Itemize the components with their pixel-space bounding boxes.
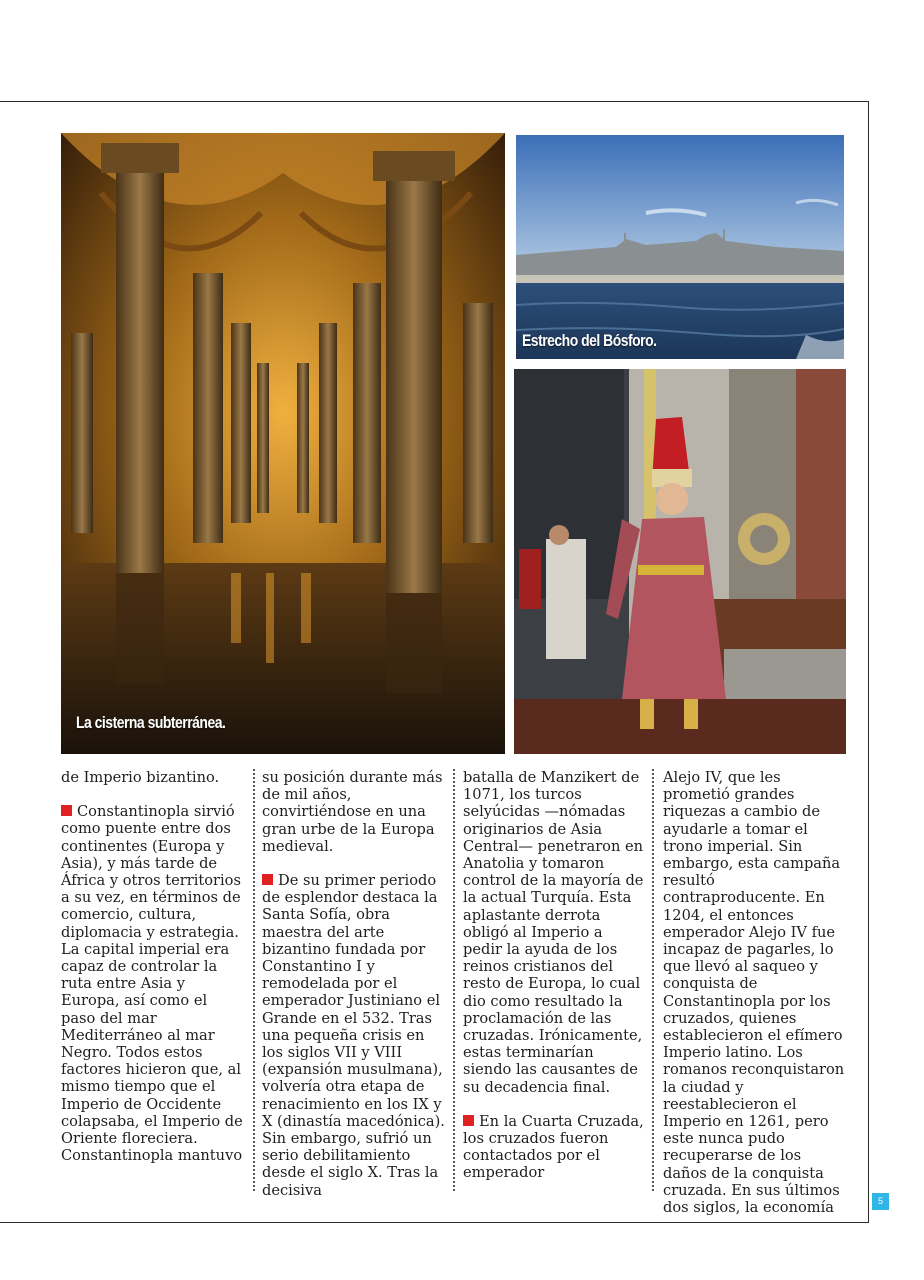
text-column-1: [61, 769, 244, 1164]
cistern-photo: [61, 133, 505, 754]
text-column-4: [663, 769, 846, 1216]
red-square-marker: [61, 805, 72, 816]
red-square-marker: [463, 1115, 474, 1126]
column-divider: [253, 769, 255, 1191]
red-square-marker: [262, 874, 273, 885]
column-divider: [652, 769, 654, 1191]
paragraph: de Imperio bizantino.: [61, 769, 220, 786]
paragraph: En la Cuarta Cruzada, los cruzados fueron contactados por el emperador: [463, 1112, 644, 1182]
text-column-3: [463, 769, 646, 1182]
text-column-2: [262, 769, 445, 1199]
guard-statue-photo: [514, 369, 846, 754]
bosphorus-caption: Estrecho del Bósforo.: [522, 331, 657, 350]
page-number: 5: [872, 1193, 889, 1210]
bosphorus-photo: [516, 135, 844, 359]
column-divider: [453, 769, 455, 1191]
paragraph: Constantinopla sirvió como puente entre dos continentes (Europa y Asia), y más tarde de África y otros territorios a su vez, en términos de comercio, cultura, diplomacia y estrategia. La capital imperial era capaz de controlar la ruta entre Asia y Europa, así como el paso del mar Mediterráneo al mar Negro. Todos estos factores hicieron que, al mismo tiempo que el Imperio de Occidente colapsaba, el Imperio de Oriente floreciera. Constantinopla mantuvo: [61, 803, 243, 1165]
cistern-caption: La cisterna subterránea.: [76, 713, 226, 732]
paragraph: Alejo IV, que les prometió grandes riquezas a cambio de ayudarle a tomar el trono imperial. Sin embargo, esta campaña resultó contraproducente. En 1204, el entonces emperador Alejo IV fue incapaz de pagarles, lo que llevó al saqueo y conquista de Constantinopla por los cruzados, quienes establecieron el efímero Imperio latino. Los romanos reconquistaron la ciudad y reestablecieron el Imperio en 1261, pero este nunca pudo recuperarse de los daños de la conquista cruzada. En sus últimos dos siglos, la economía: [663, 769, 845, 1217]
paragraph: De su primer periodo de esplendor destaca la Santa Sofía, obra maestra del arte bizantino fundada por Constantino I y remodelada por el emperador Justiniano el Grande en el 532. Tras una pequeña crisis en los siglos VII y VIII (expansión musulmana), volvería otra etapa de renacimiento en los IX y X (dinastía macedónica). Sin embargo, sufrió un serio debilitamiento desde el siglo X. Tras la decisiva: [262, 872, 445, 1199]
paragraph: batalla de Manzikert de 1071, los turcos selyúcidas —nómadas originarios de Asia Central— penetraron en Anatolia y tomaron control de la mayoría de la actual Turquía. Esta aplastante derrota obligó al Imperio a pedir la ayuda de los reinos cristianos del resto de Europa, lo cual dio como resultado la proclamación de las cruzadas. Irónicamente, estas terminarían siendo las causantes de su decadencia final.: [463, 769, 644, 1096]
paragraph: su posición durante más de mil años, convirtiéndose en una gran urbe de la Europa medieval.: [262, 769, 443, 855]
